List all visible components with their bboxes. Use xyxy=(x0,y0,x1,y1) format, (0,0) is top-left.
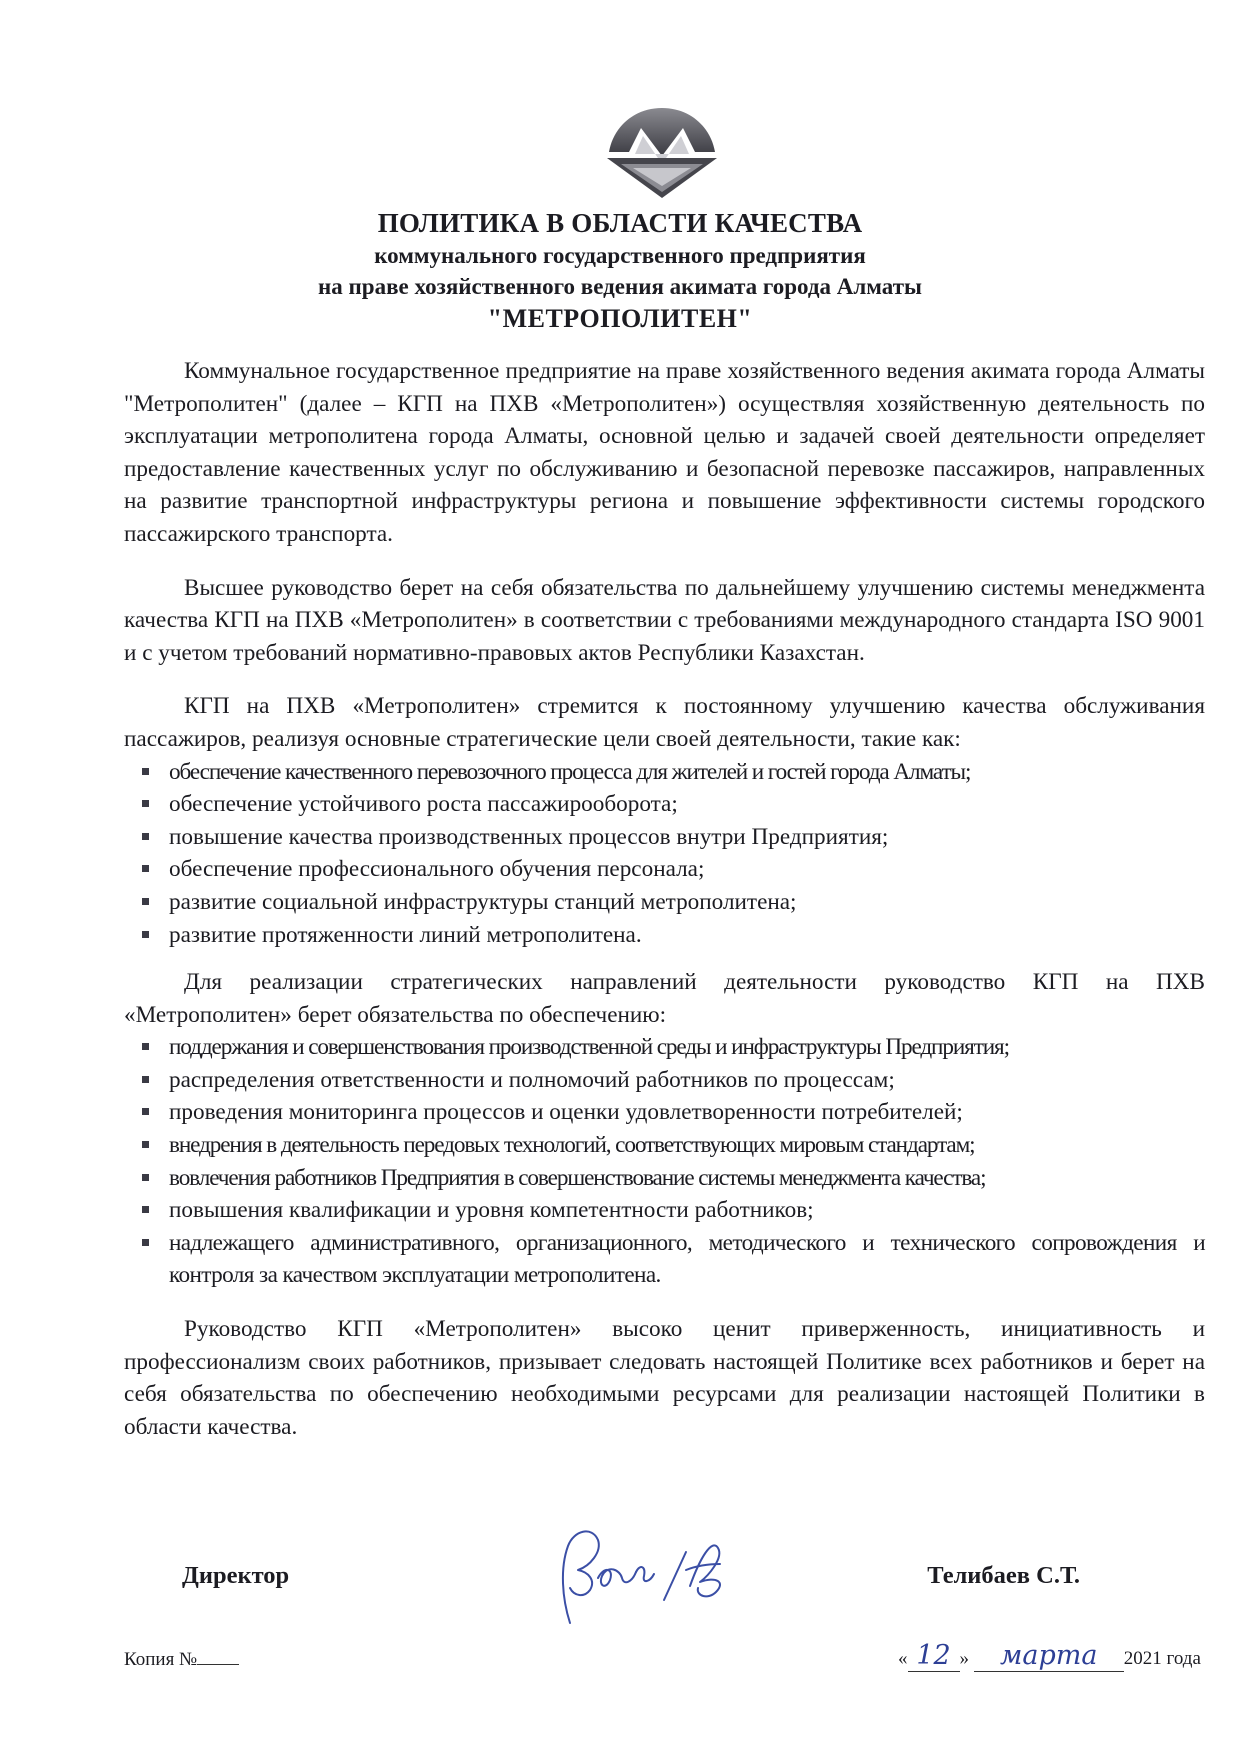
list-item: развитие протяженности линий метрополитена. xyxy=(124,919,1205,952)
bullet-icon xyxy=(142,898,149,905)
title-subtitle-2: на праве хозяйственного ведения акимата города Алматы xyxy=(318,274,922,299)
bullet-icon xyxy=(142,1141,149,1148)
document-date: « 12 » марта 2021 года xyxy=(898,1640,1201,1671)
document-body xyxy=(124,355,1205,1443)
goals-list xyxy=(124,756,1205,952)
commitments-list xyxy=(124,1031,1205,1292)
date-month: марта xyxy=(1000,1640,1098,1671)
paragraph-goals-intro: КГП на ПХВ «Метрополитен» стремится к постоянному улучшению качества обслуживания пассажиров, реализуя основные стратегические цели своей деятельности, такие как: xyxy=(124,693,1205,752)
metro-logo-icon xyxy=(603,106,721,202)
list-item: распределения ответственности и полномочий работников по процессам; xyxy=(124,1064,1205,1097)
bullet-icon xyxy=(142,1174,149,1181)
bullet-icon xyxy=(142,800,149,807)
bullet-icon xyxy=(142,1076,149,1083)
bullet-icon xyxy=(142,1108,149,1115)
list-item: повышения квалификации и уровня компетентности работников; xyxy=(124,1194,1205,1227)
copy-number-line xyxy=(197,1647,239,1665)
bullet-icon xyxy=(142,931,149,938)
page-title: ПОЛИТИКА В ОБЛАСТИ КАЧЕСТВА xyxy=(377,208,863,238)
bullet-icon xyxy=(142,1206,149,1213)
date-day: 12 xyxy=(916,1640,951,1671)
list-item: проведения мониторинга процессов и оценки удовлетворенности потребителей; xyxy=(124,1096,1205,1129)
paragraph-commitments-intro: Для реализации стратегических направлений деятельности руководство КГП на ПХВ «Метрополитен» берет обязательства по обеспечению: xyxy=(124,969,1205,1028)
bullet-icon xyxy=(142,768,149,775)
bullet-icon xyxy=(142,1239,149,1246)
bullet-icon xyxy=(142,1043,149,1050)
list-item: поддержания и совершенствования производственной среды и инфраструктуры Предприятия; xyxy=(124,1031,1205,1064)
copy-number xyxy=(124,1647,239,1671)
signer-position: Директор xyxy=(182,1562,290,1589)
signature-icon xyxy=(540,1518,750,1628)
list-item: надлежащего административного, организационного, методического и технического сопровождения и контроля за качеством эксплуатации метрополитена. xyxy=(124,1227,1205,1292)
bullet-icon xyxy=(142,833,149,840)
date-year: 2021 года xyxy=(1123,1648,1201,1669)
paragraph-management: Высшее руководство берет на себя обязательства по дальнейшему улучшению системы менеджмента качества КГП на ПХВ «Метрополитен» в соответствии с требованиями международного стандарта ISO 9001 и с учетом требований нормативно-правовых актов Республики Казахстан. xyxy=(124,574,1205,666)
list-item: вовлечения работников Предприятия в совершенствование системы менеджмента качества; xyxy=(124,1162,1205,1195)
bullet-icon xyxy=(142,865,149,872)
paragraph-closing: Руководство КГП «Метрополитен» высоко ценит приверженность, инициативность и профессионализм своих работников, призывает следовать настоящей Политике всех работников и берет на себя обязательства по обеспечению необходимыми ресурсами для реализации настоящей Политики в области качества. xyxy=(124,1316,1205,1440)
copy-label: Копия № xyxy=(124,1649,198,1670)
title-block xyxy=(120,206,1120,336)
title-org-name: "МЕТРОПОЛИТЕН" xyxy=(487,304,753,333)
list-item: повышение качества производственных процессов внутри Предприятия; xyxy=(124,821,1205,854)
list-item: внедрения в деятельность передовых технологий, соответствующих мировым стандартам; xyxy=(124,1129,1205,1162)
title-subtitle-1: коммунального государственного предприятия xyxy=(374,243,866,268)
list-item: обеспечение качественного перевозочного процесса для жителей и гостей города Алматы; xyxy=(124,756,1205,789)
list-item: развитие социальной инфраструктуры станций метрополитена; xyxy=(124,886,1205,919)
paragraph-intro: Коммунальное государственное предприятие на праве хозяйственного ведения акимата города Алматы "Метрополитен" (далее – КГП на ПХВ «Метрополитен») осуществляя хозяйственную деятельность по эксплуатации метрополитена города Алматы, основной целью и задачей своей деятельности определяет предоставление качественных услуг по обслуживанию и безопасной перевозке пассажиров, направленных на развитие транспортной инфраструктуры региона и повышение эффективности системы городского пассажирского транспорта. xyxy=(124,358,1205,547)
list-item: обеспечение устойчивого роста пассажирооборота; xyxy=(124,788,1205,821)
signer-name: Телибаев С.Т. xyxy=(927,1562,1080,1589)
list-item: обеспечение профессионального обучения персонала; xyxy=(124,853,1205,886)
